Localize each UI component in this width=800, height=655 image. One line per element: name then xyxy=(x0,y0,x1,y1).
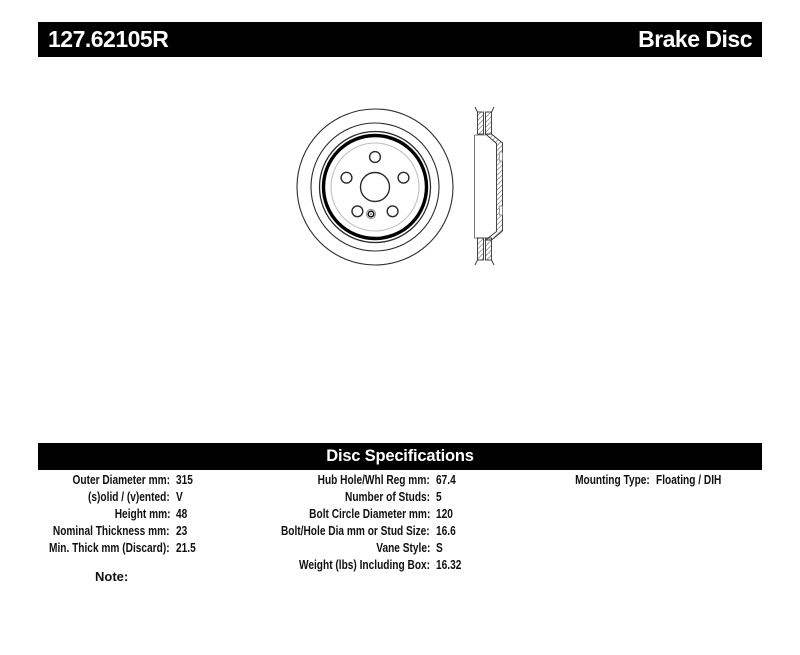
spec-row xyxy=(30,539,306,556)
spec-label: Vane Style: xyxy=(375,540,430,555)
spec-label: Mounting Type: xyxy=(575,472,650,487)
spec-label: Height mm: xyxy=(114,506,170,521)
spec-row xyxy=(565,471,786,488)
disc-front-view xyxy=(297,109,453,265)
spec-value: 48 xyxy=(176,506,188,521)
spec-row xyxy=(30,471,306,488)
spec-row xyxy=(30,505,306,522)
disc-side-cross-section xyxy=(475,107,503,265)
spec-value: 23 xyxy=(176,523,188,538)
spec-value: 16.32 xyxy=(436,557,462,572)
hat-wall xyxy=(486,134,503,240)
spec-label: Outer Diameter mm: xyxy=(72,472,170,487)
spec-value: 315 xyxy=(176,472,193,487)
spec-label: Min. Thick mm (Discard): xyxy=(49,540,170,555)
spec-value: S xyxy=(436,540,443,555)
brake-disc-drawing xyxy=(270,90,530,280)
spec-row xyxy=(280,539,566,556)
spec-value: 5 xyxy=(436,489,442,504)
hub-hole xyxy=(361,173,390,202)
spec-row xyxy=(280,471,566,488)
part-number: 127.62105R xyxy=(48,26,169,52)
rotor-section-bottom xyxy=(475,238,494,265)
spec-value: V xyxy=(176,489,183,504)
spec-row xyxy=(280,556,566,573)
spec-label: (s)olid / (v)ented: xyxy=(88,489,170,504)
note-label: Note: xyxy=(95,569,129,584)
spec-value: 21.5 xyxy=(176,540,196,555)
spec-value: 16.6 xyxy=(436,523,456,538)
stud-holes xyxy=(341,152,409,217)
set-screw-hole xyxy=(366,209,375,218)
spec-row xyxy=(280,488,566,505)
spec-column-middle xyxy=(280,471,566,573)
spec-column-right xyxy=(565,471,786,488)
spec-column-left xyxy=(30,471,306,556)
spec-value: 67.4 xyxy=(436,472,456,487)
technical-drawing xyxy=(270,90,530,280)
spec-value: Floating / DIH xyxy=(656,472,722,487)
product-name: Brake Disc xyxy=(638,26,752,52)
spec-label: Bolt Circle Diameter mm: xyxy=(308,506,430,521)
spec-section-title: Disc Specifications xyxy=(326,447,474,465)
spec-row xyxy=(280,505,566,522)
spec-row xyxy=(30,488,306,505)
header-bar xyxy=(38,22,762,57)
spec-row xyxy=(30,522,306,539)
spec-label: Bolt/Hole Dia mm or Stud Size: xyxy=(281,523,430,538)
rotor-section-top xyxy=(475,107,494,134)
spec-section-bar xyxy=(38,443,762,470)
spec-label: Number of Studs: xyxy=(344,489,430,504)
spec-label: Weight (lbs) Including Box: xyxy=(298,557,430,572)
spec-label: Nominal Thickness mm: xyxy=(53,523,170,538)
spec-row xyxy=(280,522,566,539)
spec-value: 120 xyxy=(436,506,453,521)
spec-label: Hub Hole/Whl Reg mm: xyxy=(317,472,430,487)
